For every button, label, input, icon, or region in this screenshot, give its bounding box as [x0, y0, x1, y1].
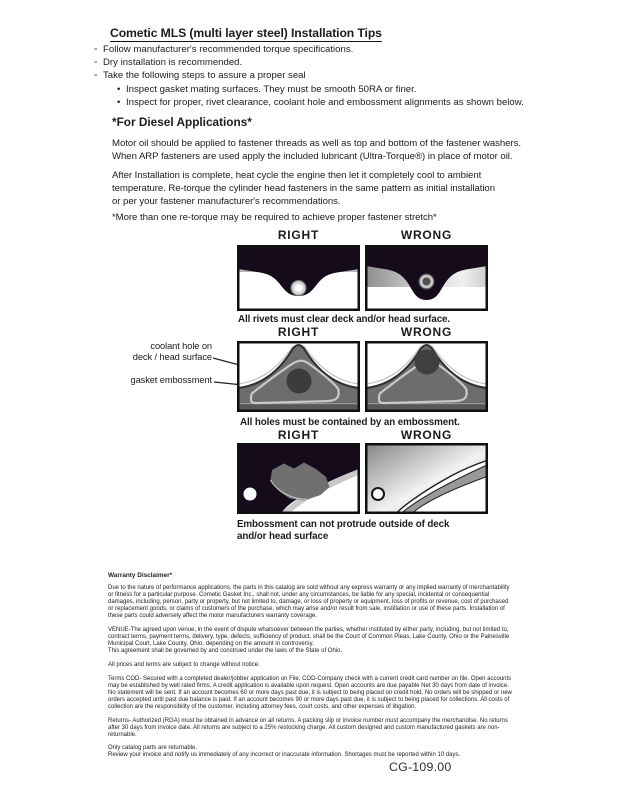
bullet-icon: ◦ [94, 44, 98, 55]
bolt-hole [372, 488, 384, 500]
page-title-text: Cometic MLS (multi layer steel) Installation Tips [110, 26, 382, 40]
list-item-text: Inspect gasket mating surfaces. They must be smooth 50RA or finer. [126, 84, 417, 95]
rivet-clearance-wrong-graphic [365, 245, 488, 311]
list-item-text: Take the following steps to assure a proper seal [103, 70, 306, 82]
page-title [110, 26, 382, 42]
bolt-hole [244, 488, 257, 501]
warranty-paragraph: Terms COD- Secured with a completed dealer/jobber application on File, COD-Company check with a current credit card number on file. Open accounts may be established by well rated firms. A credit application is available upon request. Open accounts are due payable Net 30 days from date of invoice. No statement will be sent. If an account becomes 60 or more days past due, it is subject to being placed on credit hold. No orders will be shipped or new orders accepted until past due balance is paid. If an account becomes 90 or more days past due, it is subject to being placed for collections. All costs of collection are the responsibility of the customer, including attorney fees, court costs, and other expenses of litigation. [108, 675, 512, 710]
paragraph-line: After Installation is complete, heat cycle the engine then let it completely cool to ambient [112, 170, 482, 181]
gasket-embossment-annotation: gasket embossment [130, 375, 212, 385]
list-item [117, 96, 524, 109]
list-item [94, 56, 353, 69]
coolant-hole [415, 350, 440, 375]
warranty-paragraph [108, 745, 515, 759]
embossment-protrusion-wrong-graphic [365, 443, 488, 514]
coolant-hole-annotation [104, 341, 212, 363]
diagram3-wrong-label: WRONG [400, 428, 453, 442]
list-item-text: Follow manufacturer's recommended torque specifications. [103, 44, 354, 55]
diesel-paragraph-2 [112, 169, 495, 209]
warranty-text: This agreement shall be governed by and construed under the laws of the State of Ohio. [108, 648, 343, 655]
diagram1-right-label: RIGHT [277, 228, 320, 242]
annotation-line: coolant hole on [150, 341, 212, 351]
installation-tips-list [94, 43, 353, 83]
caption-line: and/or head surface [237, 531, 329, 542]
diagram2-right-label: RIGHT [277, 325, 320, 339]
list-item [94, 43, 353, 56]
warranty-paragraph: All prices and terms are subject to change without notice. [108, 661, 260, 668]
caption-line: Embossment can not protrude outside of deck [237, 519, 450, 530]
paragraph-line: temperature. Re-torque the cylinder head fasteners in the same pattern as initial installation [112, 183, 495, 195]
rivet-center [295, 284, 303, 292]
rivet-center [423, 278, 431, 286]
coolant-hole [287, 369, 312, 394]
warranty-paragraph [108, 627, 515, 655]
warranty-text: VENUE-The agreed upon venue, in the event of dispute whatsoever between the parties, whether instituted by either party, including, but not limited to, contract terms, payment terms, delivery, type, defects, sufficiency of product, shall be the Court of Common Pleas, Lake County, Ohio or the Painesville Municipal Court, Lake County, Ohio, depending on the amount in controversy. [108, 627, 510, 648]
paragraph-line: or per your fastener manufacturer's recommendations. [112, 196, 341, 208]
list-item [94, 69, 353, 82]
warranty-paragraph: Returns- Authorized (RGA) must be obtained in advance on all returns. A packing slip or invoice number must accompany the merchandise. No returns after 30 days from invoice date. All returns are subject to a 25% restocking charge. All custom designed and custom manufactured gaskets are non-returnable. [108, 717, 508, 738]
retorque-note: *More than one re-torque may be required to achieve proper fastener stretch* [112, 212, 437, 223]
paragraph-line: When ARP fasteners are used apply the included lubricant (Ultra-Torque®) in place of motor oil. [112, 151, 513, 163]
diagram3-caption [237, 519, 449, 543]
annotation-line: deck / head surface [132, 352, 212, 362]
diagram3-right-label: RIGHT [277, 428, 320, 442]
paragraph-line: Motor oil should be applied to fastener threads as well as top and bottom of the fastener washers. [112, 138, 521, 149]
coolant-hole-right-graphic [237, 341, 360, 412]
diesel-paragraph-1 [112, 137, 521, 163]
list-item-text: Dry installation is recommended. [103, 57, 243, 69]
diagram2-wrong-label: WRONG [400, 325, 453, 339]
diagram1-wrong-label: WRONG [400, 228, 453, 242]
page-code: CG-109.00 [389, 760, 452, 774]
embossment-protrusion-right-graphic [237, 443, 360, 514]
warranty-text: Only catalog parts are returnable. [108, 745, 198, 752]
warranty-heading: Warranty Disclaimer* [108, 572, 173, 579]
sub-bullet-icon: • [117, 97, 121, 109]
sub-bullet-icon: • [117, 84, 121, 95]
rivet-clearance-right-graphic [237, 245, 360, 311]
list-item-text: Inspect for proper, rivet clearance, coolant hole and embossment alignments as shown below. [126, 97, 524, 109]
warranty-paragraph: Due to the nature of performance applications, the parts in this catalog are sold without any express warranty or any implied warranty of merchantability or fitness for a particular purpose. Cometic Gasket Inc., shall not, under any circumstances, be liable for any special, incidental or consequential damages, including, person, party or property, but not limited to, damage, or loss of property or equipment, loss of profits or revenue, cost of purchased or replacement goods, or claims of customers of the purchase, which may arise and/or result from sale, instillation or use of these parts. Installation of these parts could adversely affect the motor manufacturers warranty coverage. [108, 585, 510, 620]
bullet-icon: ◦ [94, 70, 98, 82]
coolant-hole-wrong-graphic [365, 341, 488, 412]
warranty-text: Review your invoice and notify us immediately of any incorrect or inaccurate information. Shortages must be reported within 10 days. [108, 752, 461, 759]
list-item [117, 83, 524, 96]
diagram1-caption: All rivets must clear deck and/or head surface. [238, 314, 451, 325]
bullet-icon: ◦ [94, 57, 98, 69]
diesel-applications-heading: *For Diesel Applications* [112, 115, 252, 129]
installation-sub-list [117, 83, 524, 109]
warranty-disclaimer [108, 572, 515, 759]
diagram2-caption: All holes must be contained by an embossment. [240, 417, 460, 428]
